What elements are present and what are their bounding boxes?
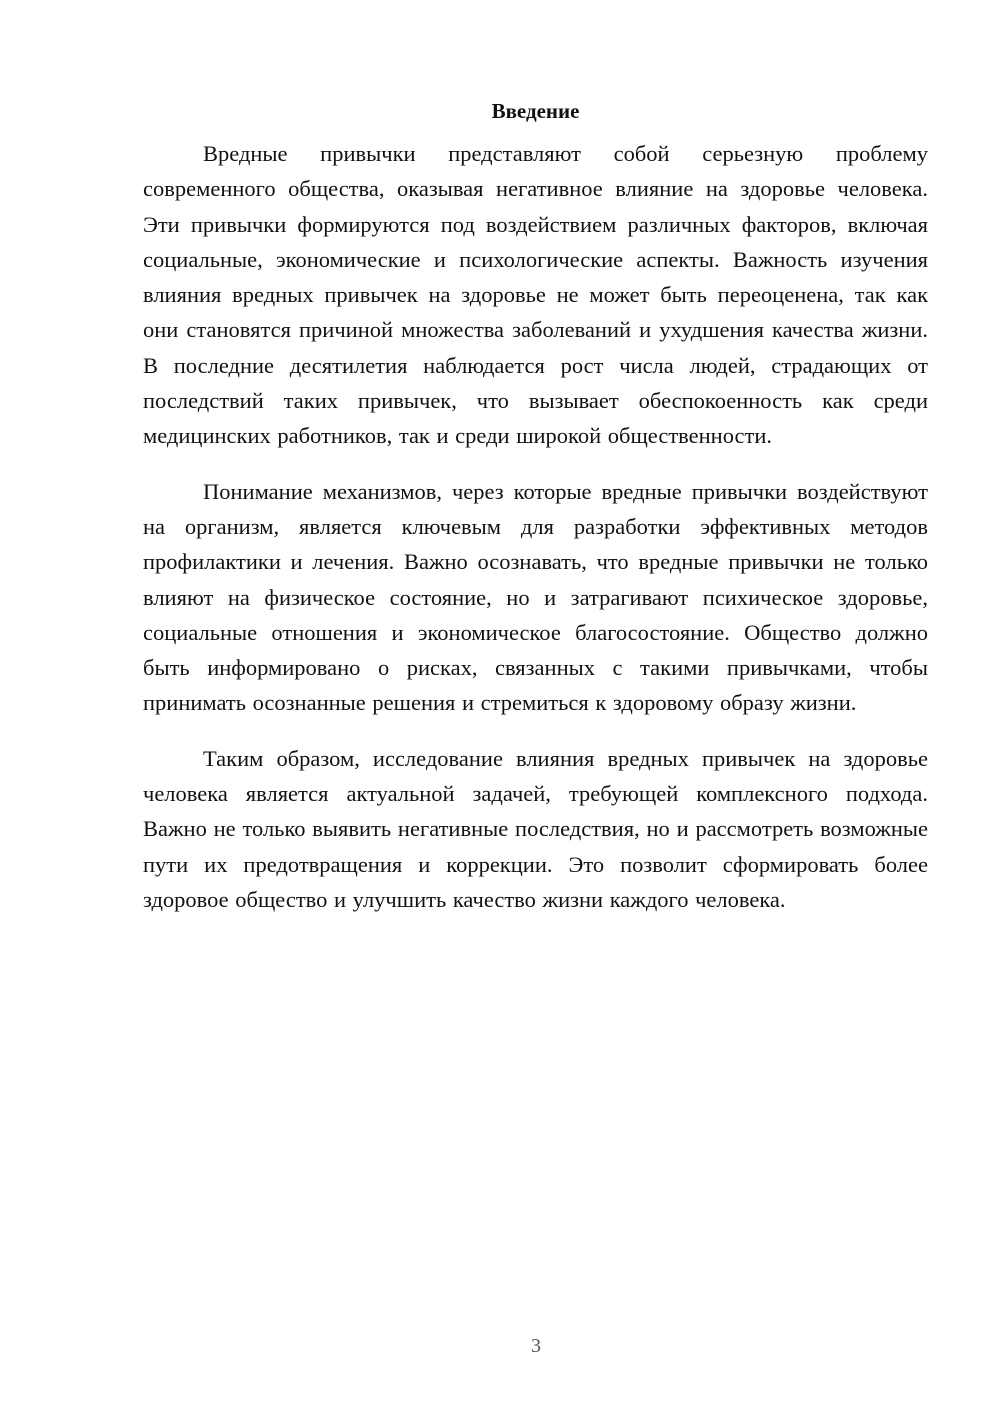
- paragraph-1: Вредные привычки представляют собой серьезную проблему современного общества, оказывая негативное влияние на здоровье человека. Эти привычки формируются под воздействием различных факторов, включая социальные, экономические и психологические аспекты. Важность изучения влияния вредных привычек на здоровье не может быть переоценена, так как они становятся причиной множества заболеваний и ухудшения качества жизни. В последние десятилетия наблюдается рост числа людей, страдающих от последствий таких привычек, что вызывает обеспокоенность как среди медицинских работников, так и среди широкой общественности.: [143, 141, 928, 449]
- paragraph-3: Таким образом, исследование влияния вредных привычек на здоровье человека является актуальной задачей, требующей комплексного подхода. Важно не только выявить негативные последствия, но и рассмотреть возможные пути их предотвращения и коррекции. Это позволит сформировать более здоровое общество и улучшить качество жизни каждого человека.: [143, 745, 928, 912]
- page-number: 3: [531, 1335, 541, 1357]
- page-content: [143, 96, 928, 937]
- paragraph-2: Понимание механизмов, через которые вредные привычки воздействуют на организм, является ключевым для разработки эффективных методов профилактики и лечения. Важно осознавать, что вредные привычки не только влияют на физическое состояние, но и затрагивают психическое здоровье, социальные отношения и экономическое благосостояние. Общество должно быть информировано о рисках, связанных с такими привычками, чтобы принимать осознанные решения и стремиться к здоровому образу жизни.: [143, 478, 928, 716]
- section-heading: Введение: [491, 99, 580, 123]
